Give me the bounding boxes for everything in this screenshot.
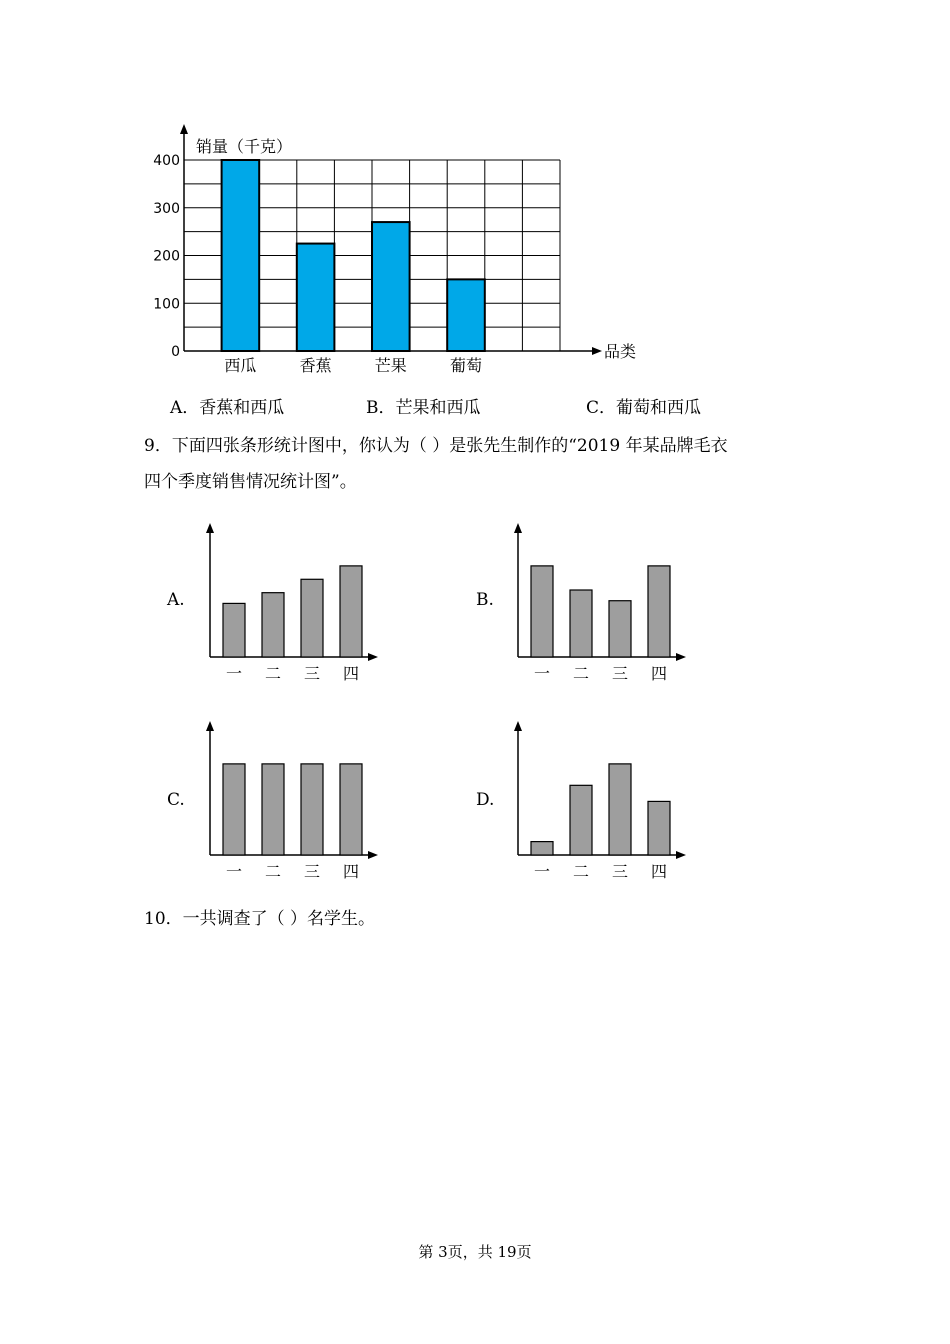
x-tick-label: 二 [264,664,282,683]
bar-一 [223,603,245,657]
q8-option-c[interactable]: C．葡萄和西瓜 [586,398,702,418]
q9-text-line2: 四个季度销售情况统计图”。 [144,472,357,492]
option-c-chart[interactable] [200,713,390,883]
y-axis-arrow [206,523,214,533]
x-axis-arrow [676,653,686,661]
bar-三 [301,579,323,657]
x-axis-arrow [368,851,378,859]
option-c-label[interactable]: C. [167,790,185,810]
bar-香蕉 [297,244,335,351]
x-axis-arrow [676,851,686,859]
x-tick-label: 四 [342,862,360,881]
x-tick-labels [224,356,482,375]
x-tick-label: 二 [572,664,590,683]
bar-四 [340,764,362,855]
option-b-chart[interactable] [508,515,698,685]
bar-二 [570,590,592,657]
bar-二 [570,785,592,855]
bar-一 [531,566,553,657]
q9-text-line1: 9．下面四张条形统计图中，你认为（ ）是张先生制作的“2019 年某品牌毛衣 [144,436,728,456]
x-axis-label: 品类 [604,342,637,361]
sales-bar-chart [140,120,660,385]
x-tick-label: 二 [264,862,282,881]
y-axis-label: 销量（千克） [196,137,293,156]
y-tick-label: 300 [153,200,180,217]
y-axis-arrow [514,523,522,533]
bar-葡萄 [447,279,485,351]
option-b-label[interactable]: B. [476,590,494,610]
bar-二 [262,593,284,657]
option-a-chart[interactable] [200,515,390,685]
x-tick-label: 三 [611,664,629,683]
x-tick-label: 四 [650,862,668,881]
page-footer: 第 3页，共 19页 [418,1243,532,1261]
y-tick-labels [153,153,180,360]
bar-四 [648,801,670,855]
bar-芒果 [372,222,410,351]
bar-三 [301,764,323,855]
bar-一 [531,842,553,855]
x-tick-label: 三 [303,862,321,881]
x-tick-label: 一 [225,664,243,683]
bar-四 [340,566,362,657]
bar-四 [648,566,670,657]
q8-option-b[interactable]: B．芒果和西瓜 [366,398,481,418]
q8-option-a[interactable]: A．香蕉和西瓜 [170,398,285,418]
x-tick-label: 香蕉 [299,356,332,375]
x-tick-label: 三 [303,664,321,683]
option-a-label[interactable]: A. [167,590,185,610]
x-tick-label: 葡萄 [449,356,483,375]
bar-一 [223,764,245,855]
bar-三 [609,764,631,855]
q10-text: 10．一共调查了（ ）名学生。 [144,909,376,929]
y-tick-label: 100 [153,296,180,313]
bar-西瓜 [222,160,260,351]
x-tick-label: 西瓜 [224,356,257,375]
x-tick-label: 芒果 [374,356,407,375]
x-tick-label: 一 [533,664,551,683]
bar-三 [609,601,631,657]
option-d-label[interactable]: D. [476,790,495,810]
bar-二 [262,764,284,855]
x-tick-label: 四 [342,664,360,683]
y-tick-label: 0 [171,344,180,360]
x-axis-arrow [368,653,378,661]
y-tick-label: 200 [153,248,180,265]
x-tick-label: 一 [225,862,243,881]
option-d-chart[interactable] [508,713,698,883]
y-axis-arrow [206,721,214,731]
x-tick-label: 四 [650,664,668,683]
y-axis-arrow [514,721,522,731]
x-tick-label: 一 [533,862,551,881]
x-tick-label: 二 [572,862,590,881]
x-tick-label: 三 [611,862,629,881]
y-tick-label: 400 [153,153,180,169]
